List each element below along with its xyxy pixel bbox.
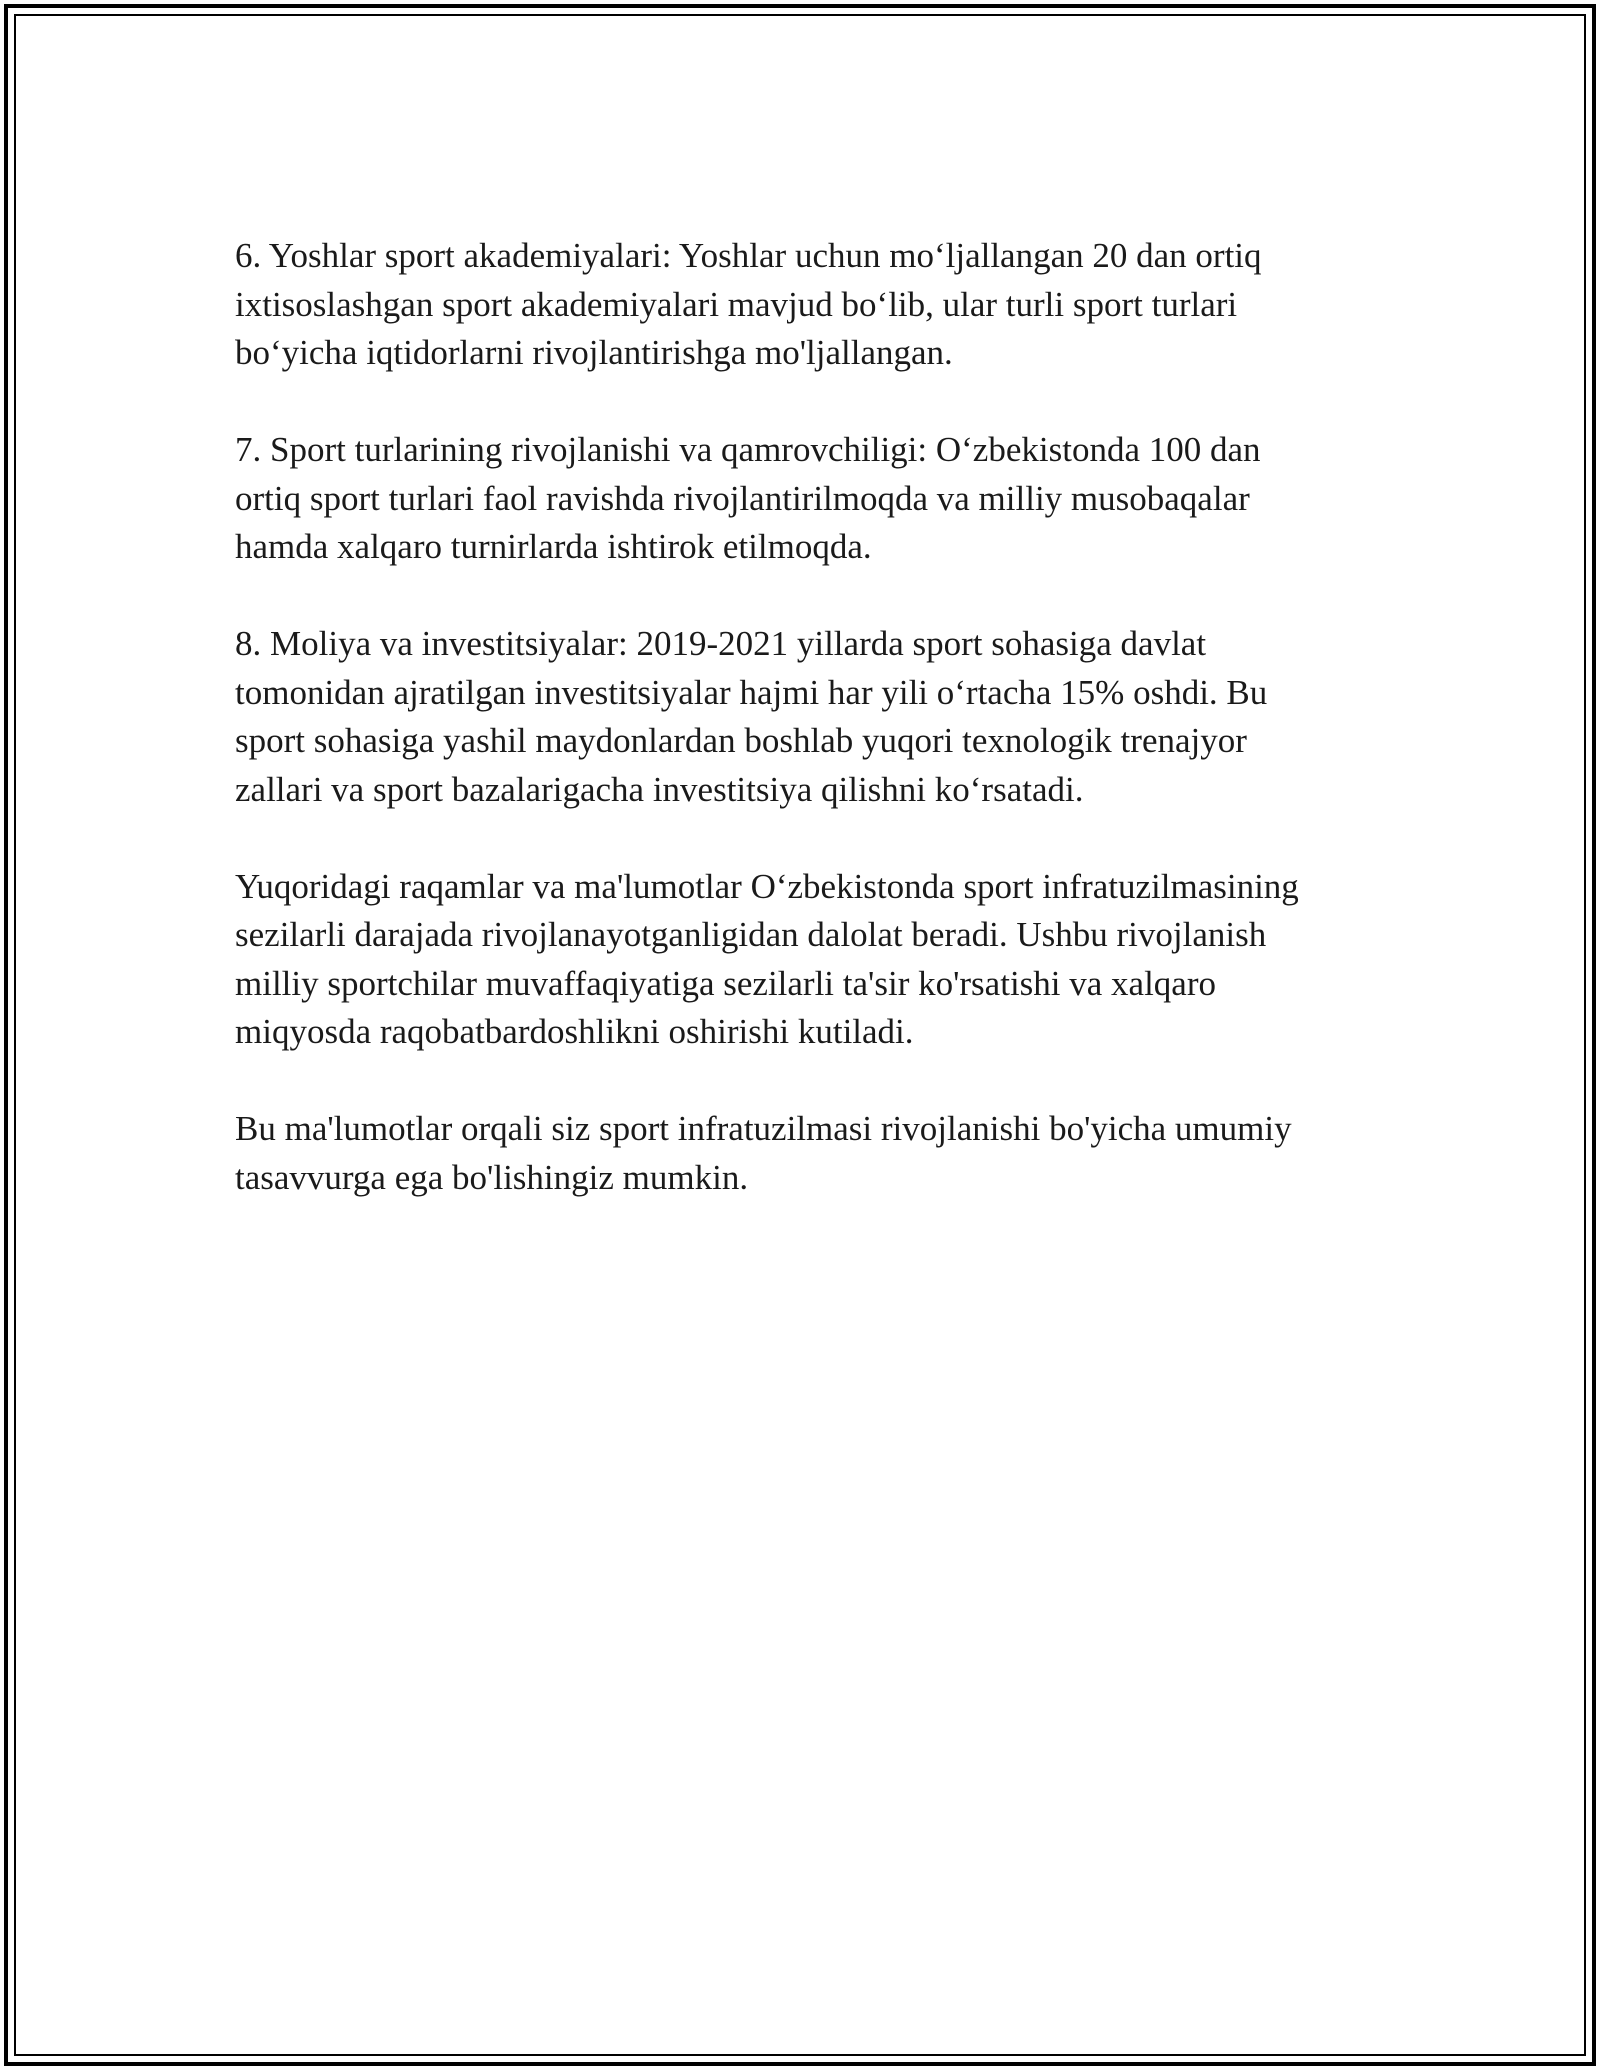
- text-line: zallari va sport bazalarigacha investitsiya qilishni ko‘rsatadi.: [235, 769, 1084, 809]
- text-line: miqyosda raqobatbardoshlikni oshirishi kutiladi.: [235, 1012, 914, 1051]
- text-line: ortiq sport turlari faol ravishda rivojlantirilmoqda va milliy musobaqalar: [235, 478, 1250, 518]
- text-line: 8. Moliya va investitsiyalar: 2019-2021 yillarda sport sohasiga davlat: [235, 624, 1207, 663]
- text-line: 6. Yoshlar sport akademiyalari: Yoshlar uchun mo‘ljallangan 20 dan ortiq: [235, 236, 1262, 275]
- text-line: sport sohasiga yashil maydonlardan boshlab yuqori texnologik trenajyor: [235, 721, 1247, 760]
- paragraph-finance-investments: [235, 620, 1375, 814]
- text-line: 7. Sport turlarining rivojlanishi va qamrovchiligi: O‘zbekistonda 100 dan: [235, 430, 1261, 469]
- paragraph-sport-types: [235, 426, 1375, 572]
- text-line: Yuqoridagi raqamlar va ma'lumotlar O‘zbekistonda sport infratuzilmasining: [235, 866, 1299, 906]
- text-line: tasavvurga ega bo'lishingiz mumkin.: [235, 1157, 749, 1197]
- text-line: milliy sportchilar muvaffaqiyatiga sezilarli ta'sir ko'rsatishi va xalqaro: [235, 963, 1216, 1003]
- text-line: tomonidan ajratilgan investitsiyalar hajmi har yili o‘rtacha 15% oshdi. Bu: [235, 672, 1268, 712]
- text-line: bo‘yicha iqtidorlarni rivojlantirishga mo'ljallangan.: [235, 333, 953, 372]
- text-line: Bu ma'lumotlar orqali siz sport infratuzilmasi rivojlanishi bo'yicha umumiy: [235, 1109, 1292, 1148]
- paragraph-closing: [235, 1105, 1375, 1202]
- paragraph-summary: [235, 863, 1375, 1057]
- text-line: hamda xalqaro turnirlarda ishtirok etilmoqda.: [235, 527, 872, 566]
- document-body: [235, 232, 1375, 1251]
- text-line: ixtisoslashgan sport akademiyalari mavjud bo‘lib, ular turli sport turlari: [235, 284, 1238, 324]
- text-line: sezilarli darajada rivojlanayotganligidan dalolat beradi. Ushbu rivojlanish: [235, 915, 1267, 954]
- paragraph-youth-academies: [235, 232, 1375, 378]
